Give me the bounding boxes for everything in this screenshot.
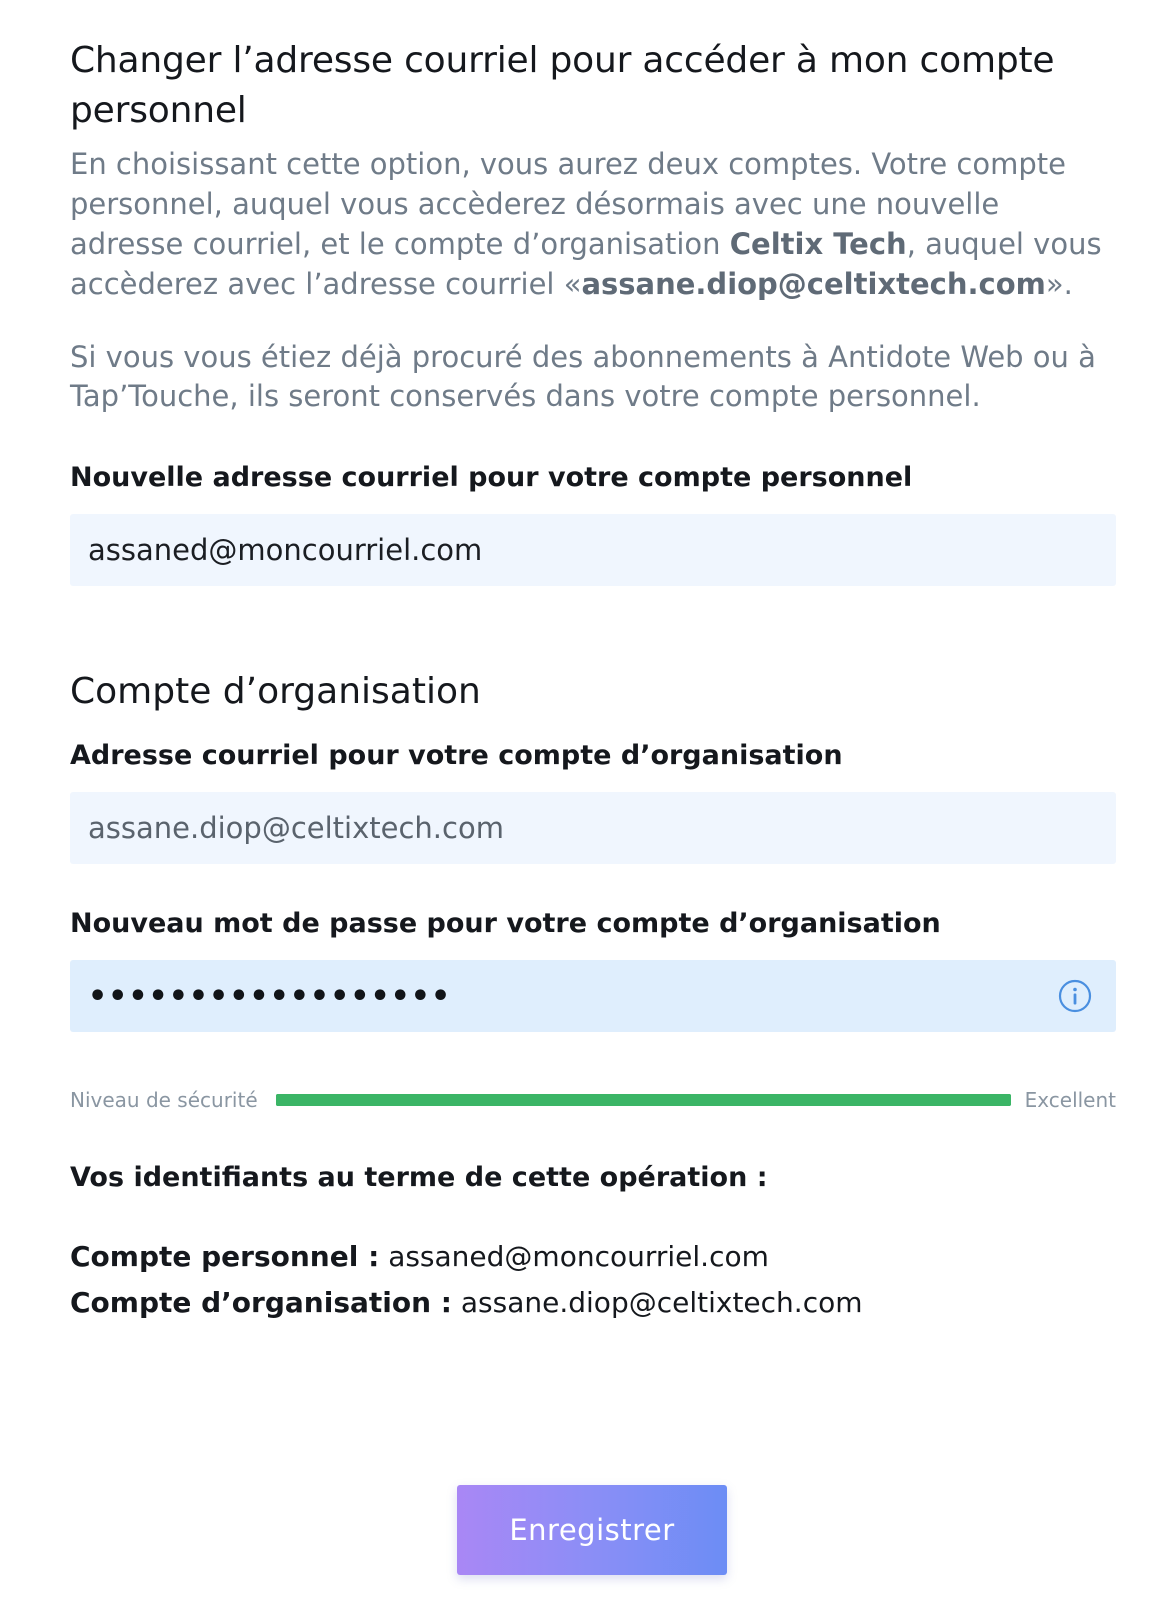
summary-personal-line — [70, 1234, 1116, 1280]
summary-personal-key: Compte personnel : — [70, 1240, 380, 1273]
security-level-fill — [276, 1094, 1011, 1106]
organization-password-label: Nouveau mot de passe pour votre compte d’organisation — [70, 908, 941, 939]
security-level-value: Excellent — [1024, 1088, 1116, 1112]
form-container — [70, 36, 1116, 1326]
organization-email-label: Adresse courriel pour votre compte d’organisation — [70, 740, 843, 771]
summary-organization-key: Compte d’organisation : — [70, 1286, 452, 1319]
intro-paragraph — [70, 144, 1116, 304]
security-level-label: Niveau de sécurité — [70, 1088, 258, 1112]
organization-email-field — [70, 792, 1116, 864]
new-personal-email-value: assaned@moncourriel.com — [88, 533, 483, 567]
organization-section-title: Compte d’organisation — [70, 671, 481, 712]
info-circle-icon[interactable] — [1058, 979, 1092, 1013]
intro-text-part1: En choisissant cette option, vous aurez deux comptes. Votre compte personnel, auquel vous accèderez désormais avec une nouvelle adresse courriel, et le compte d’organisation — [70, 147, 1066, 261]
security-level-bar — [276, 1094, 1011, 1106]
organization-email-value: assane.diop@celtixtech.com — [88, 811, 504, 845]
organization-name: Celtix Tech — [729, 227, 907, 261]
password-masked-value: •••••••••••••••••• — [88, 978, 452, 1014]
summary-personal-value: assaned@moncourriel.com — [388, 1240, 769, 1273]
summary-organization-value: assane.diop@celtixtech.com — [460, 1286, 863, 1319]
new-personal-email-label: Nouvelle adresse courriel pour votre compte personnel — [70, 462, 913, 493]
new-personal-email-field[interactable] — [70, 514, 1116, 586]
summary-organization-line — [70, 1280, 1116, 1326]
summary-list — [70, 1234, 1116, 1326]
summary-title: Vos identifiants au terme de cette opération : — [70, 1162, 768, 1193]
save-button[interactable]: Enregistrer — [457, 1485, 727, 1575]
organization-email-inline: assane.diop@celtixtech.com — [581, 267, 1046, 301]
intro-text-part3: ». — [1045, 267, 1073, 301]
intro-text-part2: , auquel vous accèderez avec l’adresse courriel « — [70, 227, 1102, 301]
security-level-row — [70, 1088, 1116, 1112]
subscriptions-note: Si vous vous étiez déjà procuré des abonnements à Antidote Web ou à Tap’Touche, ils seront conservés dans votre compte personnel. — [70, 340, 1096, 413]
personal-section-title: Changer l’adresse courriel pour accéder à mon compte personnel — [70, 40, 1055, 131]
organization-password-field[interactable] — [70, 960, 1116, 1032]
